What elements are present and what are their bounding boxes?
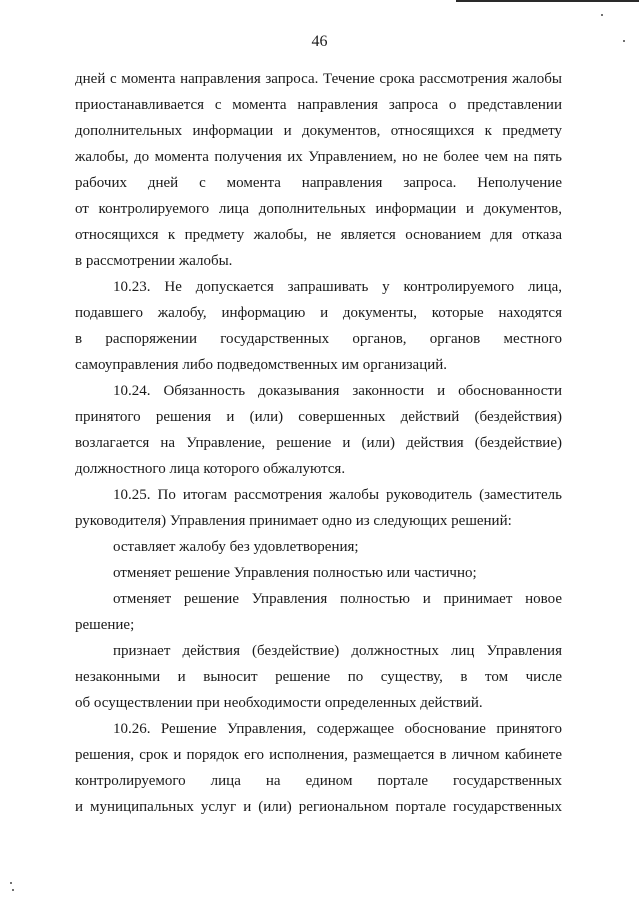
text-line: подавшего жалобу, информацию и документы, которые находятся: [75, 305, 562, 321]
text-line: 10.24. Обязанность доказывания законности и обоснованности: [113, 383, 562, 399]
text-line: рабочих дней с момента направления запроса. Неполучение: [75, 175, 562, 191]
text-line: от контролируемого лица дополнительных информации и документов,: [75, 201, 562, 217]
text-line: признает действия (бездействие) должностных лиц Управления: [113, 643, 562, 659]
scan-speck: [12, 889, 14, 891]
text-line: об осуществлении при необходимости определенных действий.: [75, 695, 483, 711]
text-line: в распоряжении государственных органов, органов местного: [75, 331, 562, 347]
text-line: контролируемого лица на едином портале государственных: [75, 773, 562, 789]
text-line: и муниципальных услуг и (или) региональном портале государственных: [75, 799, 562, 815]
text-line: 10.23. Не допускается запрашивать у контролируемого лица,: [113, 279, 562, 295]
text-line: оставляет жалобу без удовлетворения;: [113, 539, 359, 555]
scan-speck: [601, 14, 603, 16]
text-line: незаконными и выносит решение по существу, в том числе: [75, 669, 562, 685]
text-line: дополнительных информации и документов, относящихся к предмету: [75, 123, 562, 139]
text-line: принятого решения и (или) совершенных действий (бездействия): [75, 409, 562, 425]
document-body: [75, 66, 562, 820]
text-line: должностного лица которого обжалуются.: [75, 461, 346, 477]
text-line: 10.25. По итогам рассмотрения жалобы руководитель (заместитель: [113, 487, 562, 503]
scan-speck: [10, 882, 12, 884]
text-line: самоуправления либо подведомственных им организаций.: [75, 357, 448, 373]
text-line: дней с момента направления запроса. Течение срока рассмотрения жалобы: [75, 71, 562, 87]
text-line: в рассмотрении жалобы.: [75, 253, 233, 269]
text-line: возлагается на Управление, решение и (или) действия (бездействие): [75, 435, 562, 451]
text-line: отменяет решение Управления полностью и принимает новое: [113, 591, 562, 607]
top-edge-rule: [456, 0, 639, 2]
text-line: приостанавливается с момента направления запроса о представлении: [75, 97, 562, 113]
text-line: отменяет решение Управления полностью или частично;: [113, 565, 477, 581]
text-line: жалобы, до момента получения их Управлением, но не более чем на пять: [75, 149, 562, 165]
text-line: решение;: [75, 617, 135, 633]
text-line: решения, срок и порядок его исполнения, размещается в личном кабинете: [75, 747, 562, 763]
text-line: руководителя) Управления принимает одно из следующих решений:: [75, 513, 512, 529]
page-number: 46: [311, 33, 328, 50]
text-line: 10.26. Решение Управления, содержащее обоснование принятого: [113, 721, 562, 737]
text-line: относящихся к предмету жалобы, не является основанием для отказа: [75, 227, 562, 243]
